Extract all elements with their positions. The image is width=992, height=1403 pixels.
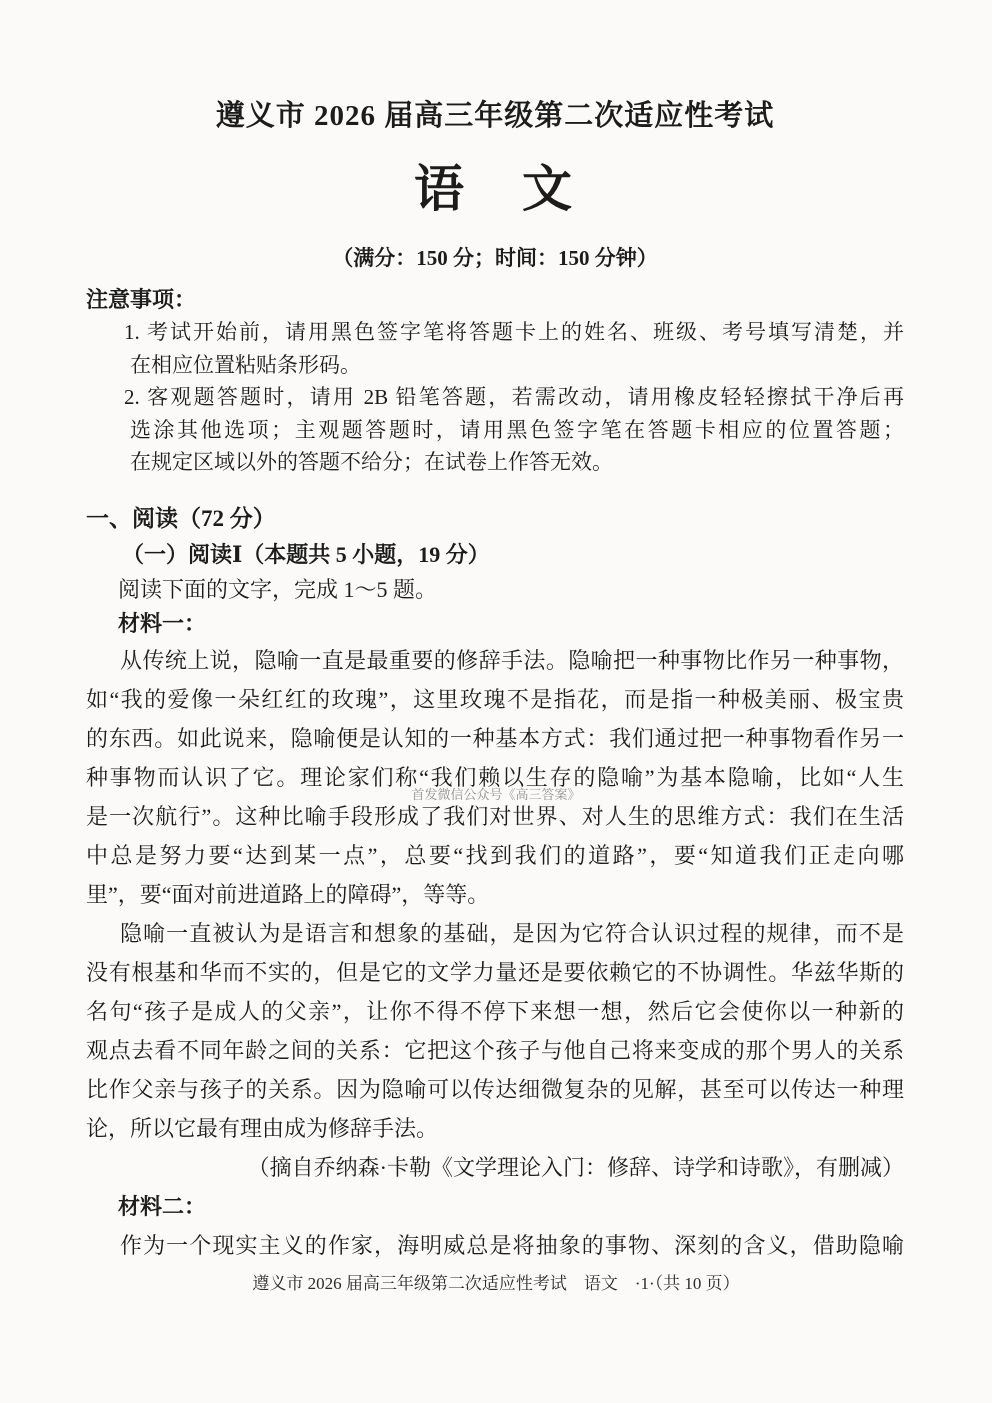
material-1-para-1-line: 是一次航行”。这种比喻手段形成了我们对世界、对人生的思维方式：我们在生活 xyxy=(86,803,904,829)
exam-title: 遵义市 2026 届高三年级第二次适应性考试 xyxy=(215,100,775,132)
notice-item-2-line-2: 选涂其他选项；主观题答题时，请用黑色签字笔在答题卡相应的位置答题； xyxy=(130,417,904,442)
material-1-para-1-line: 的东西。如此说来，隐喻便是认知的一种基本方式：我们通过把一种事物看作另一 xyxy=(86,725,904,751)
material-1-para-2-line: 观点去看不同年龄之间的关系：它把这个孩子与他自己将来变成的那个男人的关系 xyxy=(86,1037,904,1063)
material-1-para-1-line: 如“我的爱像一朵红红的玫瑰”，这里玫瑰不是指花，而是指一种极美丽、极宝贵 xyxy=(86,686,904,712)
material-1-para-2-line: 没有根基和华而不实的，但是它的文学力量还是要依赖它的不协调性。华兹华斯的 xyxy=(86,959,904,985)
reading-instruction: 阅读下面的文字，完成 1～5 题。 xyxy=(118,576,438,602)
notice-item-1-line-2: 在相应位置粘贴条形码。 xyxy=(130,352,361,377)
notice-item-2-line-3: 在规定区域以外的答题不给分；在试卷上作答无效。 xyxy=(130,450,613,475)
notice-heading: 注意事项： xyxy=(86,287,197,312)
section-sub-heading: （一）阅读Ⅰ（本题共 5 小题，19 分） xyxy=(122,541,490,567)
material-1-para-2-line: 名句“孩子是成人的父亲”，让你不得不停下来想一想，然后它会使你以一种新的 xyxy=(86,998,904,1024)
material-1-para-2-line: 隐喻一直被认为是语言和想象的基础，是因为它符合认识过程的规律，而不是 xyxy=(120,920,904,946)
subject-title: 语 文 xyxy=(414,161,576,217)
material-1-attribution: （摘自乔纳森·卡勒《文学理论入门：修辞、诗学和诗歌》，有删减） xyxy=(247,1154,904,1180)
notice-item-1-line-1: 1. 考试开始前，请用黑色签字笔将答题卡上的姓名、班级、考号填写清楚，并 xyxy=(124,320,904,344)
material-1-para-1-line: 中总是努力要“达到某一点”，总要“找到我们的道路”，要“知道我们正走向哪 xyxy=(86,842,904,868)
material-1-para-1-line: 从传统上说，隐喻一直是最重要的修辞手法。隐喻把一种事物比作另一种事物， xyxy=(120,647,904,673)
material-2-label: 材料二： xyxy=(118,1193,207,1219)
material-1-label: 材料一： xyxy=(118,610,207,636)
watermark-text: 首发微信公众号《高三答案》 xyxy=(411,787,581,802)
material-2-para-1-line: 作为一个现实主义的作家，海明威总是将抽象的事物、深刻的含义，借助隐喻 xyxy=(120,1232,904,1258)
page-footer: 遵义市 2026 届高三年级第二次适应性考试 语文 ·1·（共 10 页） xyxy=(252,1274,740,1293)
material-1-para-2-line: 论，所以它最有理由成为修辞手法。 xyxy=(86,1115,439,1141)
section-part-heading: 一、阅读（72 分） xyxy=(86,505,276,531)
material-1-para-1-line: 种事物而认识了它。理论家们称“我们赖以生存的隐喻”为基本隐喻，比如“人生 xyxy=(86,764,904,790)
material-1-para-2-line: 比作父亲与孩子的关系。因为隐喻可以传达细微复杂的见解，甚至可以传达一种理 xyxy=(86,1076,904,1102)
material-1-para-1-line: 里”，要“面对前进道路上的障碍”，等等。 xyxy=(86,881,490,907)
notice-item-2-line-1: 2. 客观题答题时，请用 2B 铅笔答题，若需改动，请用橡皮轻轻擦拭干净后再 xyxy=(124,385,904,410)
exam-meta: （满分：150 分；时间：150 分钟） xyxy=(332,246,658,270)
